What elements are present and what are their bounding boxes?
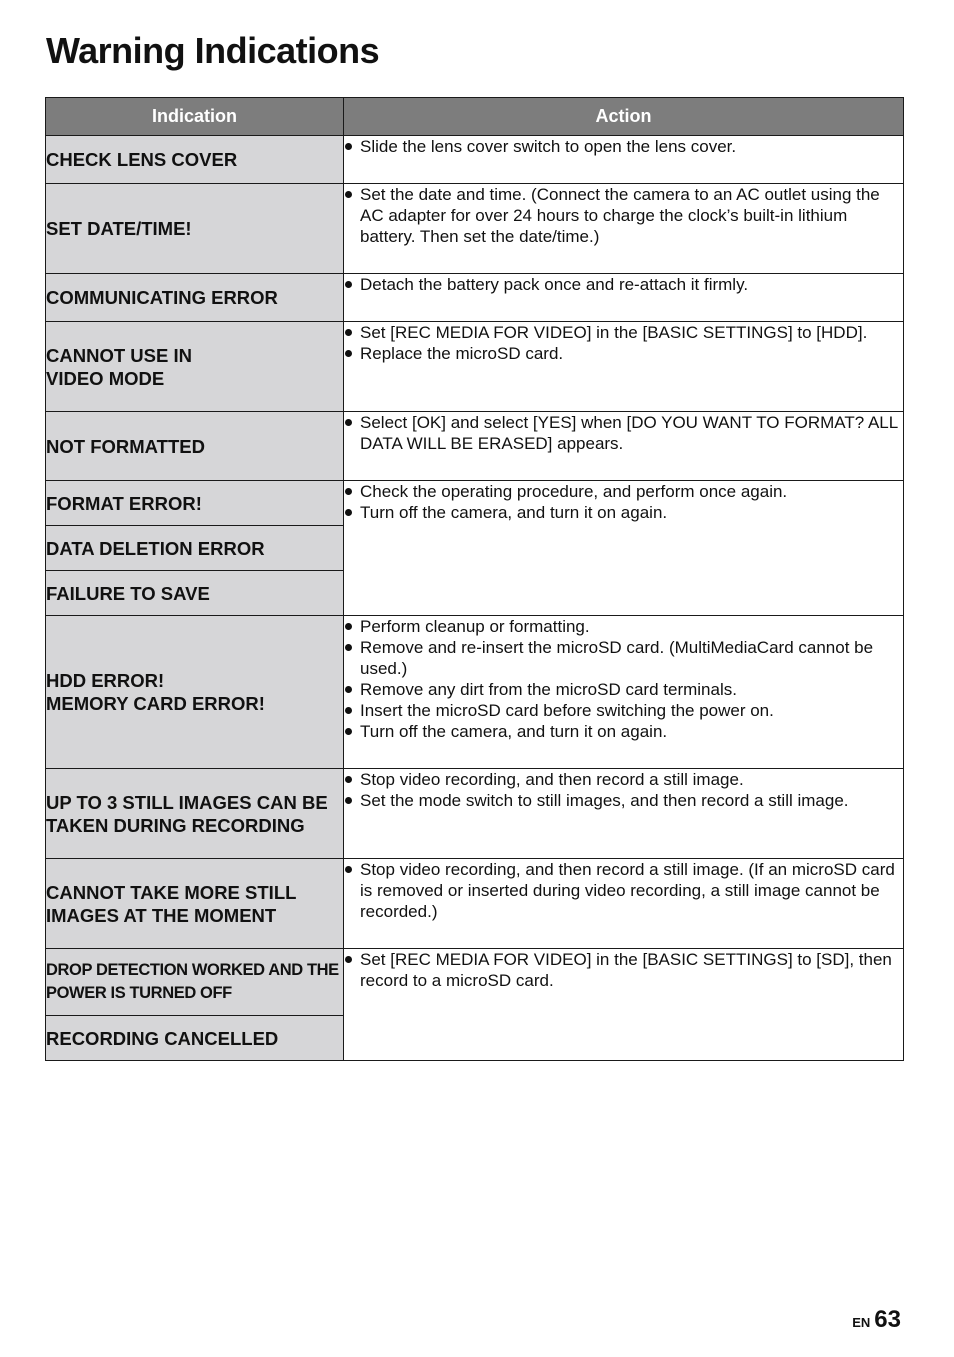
action-item: Select [OK] and select [YES] when [DO YOU WANT TO FORMAT? ALL DATA WILL BE ERASED] appears. [344, 412, 903, 454]
action-item: Replace the microSD card. [344, 343, 903, 364]
indication-text: CHECK LENS COVER [46, 149, 238, 170]
action-cell [344, 859, 904, 949]
action-item: Set [REC MEDIA FOR VIDEO] in the [BASIC SETTINGS] to [HDD]. [344, 322, 903, 343]
indication-cell [46, 616, 344, 769]
indication-cell [46, 571, 344, 616]
indication-text: FORMAT ERROR! [46, 492, 202, 514]
action-cell [344, 616, 904, 769]
action-item: Check the operating procedure, and perform once again. [344, 481, 903, 502]
language-label: EN [852, 1315, 871, 1330]
indication-text: FAILURE TO SAVE [46, 582, 210, 604]
table-row [46, 481, 904, 526]
indication-text: NOT FORMATTED [46, 435, 205, 457]
table-row [46, 274, 904, 322]
action-item: Insert the microSD card before switching the power on. [344, 700, 903, 721]
indication-cell [46, 322, 344, 412]
indication-cell [46, 949, 344, 1016]
indication-cell [46, 274, 344, 322]
page-title: Warning Indications [46, 30, 380, 71]
action-item: Turn off the camera, and turn it on again. [344, 721, 903, 742]
action-cell [344, 274, 904, 322]
indication-text: MEMORY CARD ERROR! [46, 693, 265, 714]
indication-cell [46, 769, 344, 859]
indication-text: SET DATE/TIME! [46, 218, 192, 239]
action-item: Set the mode switch to still images, and then record a still image. [344, 790, 903, 811]
indication-cell [46, 526, 344, 571]
header-indication: Indication [46, 98, 344, 136]
table-row [46, 136, 904, 184]
table-row [46, 322, 904, 412]
action-cell [344, 322, 904, 412]
action-item: Slide the lens cover switch to open the lens cover. [344, 136, 903, 157]
action-cell [344, 184, 904, 274]
action-cell [344, 769, 904, 859]
table-row [46, 616, 904, 769]
header-action: Action [344, 98, 904, 136]
indication-cell [46, 1016, 344, 1061]
action-item: Remove and re-insert the microSD card. (MultiMediaCard cannot be used.) [344, 637, 903, 679]
action-item: Remove any dirt from the microSD card terminals. [344, 679, 903, 700]
indication-text: CANNOT USE IN [46, 344, 192, 366]
action-item: Detach the battery pack once and re-attach it firmly. [344, 274, 903, 295]
table-row [46, 859, 904, 949]
indication-cell [46, 184, 344, 274]
page-number: 63 [874, 1306, 901, 1333]
table-row [46, 769, 904, 859]
indication-text: DROP DETECTION WORKED AND THE POWER IS TURNED OFF [46, 961, 339, 1002]
indication-cell [46, 136, 344, 184]
indication-text: RECORDING CANCELLED [46, 1027, 279, 1049]
indication-text: DATA DELETION ERROR [46, 537, 265, 559]
indication-text: VIDEO MODE [46, 367, 165, 389]
action-cell [344, 949, 904, 1061]
table-header-row [46, 98, 904, 136]
table-row [46, 184, 904, 274]
warning-indications-table [45, 97, 904, 1061]
action-cell [344, 136, 904, 184]
action-item: Set [REC MEDIA FOR VIDEO] in the [BASIC SETTINGS] to [SD], then record to a microSD card. [344, 949, 903, 991]
action-item: Stop video recording, and then record a still image. [344, 769, 903, 790]
action-cell [344, 412, 904, 481]
indication-cell [46, 859, 344, 949]
action-item: Stop video recording, and then record a still image. (If an microSD card is removed or inserted during video recording, a still image cannot be recorded.) [344, 859, 903, 922]
action-item: Set the date and time. (Connect the camera to an AC outlet using the AC adapter for over 24 hours to charge the clock’s built-in lithium battery. Then set the date/time.) [344, 184, 903, 247]
action-item: Turn off the camera, and turn it on again. [344, 502, 903, 523]
indication-text: HDD ERROR! [46, 670, 165, 691]
indication-text: COMMUNICATING ERROR [46, 287, 278, 308]
indication-text: CANNOT TAKE MORE STILL IMAGES AT THE MOMENT [46, 881, 297, 926]
indication-text: UP TO 3 STILL IMAGES CAN BE TAKEN DURING RECORDING [46, 791, 328, 836]
indication-cell [46, 412, 344, 481]
action-item: Perform cleanup or formatting. [344, 616, 903, 637]
table-row [46, 412, 904, 481]
indication-cell [46, 481, 344, 526]
table-row [46, 949, 904, 1016]
page-footer [852, 1306, 901, 1334]
action-cell [344, 481, 904, 616]
